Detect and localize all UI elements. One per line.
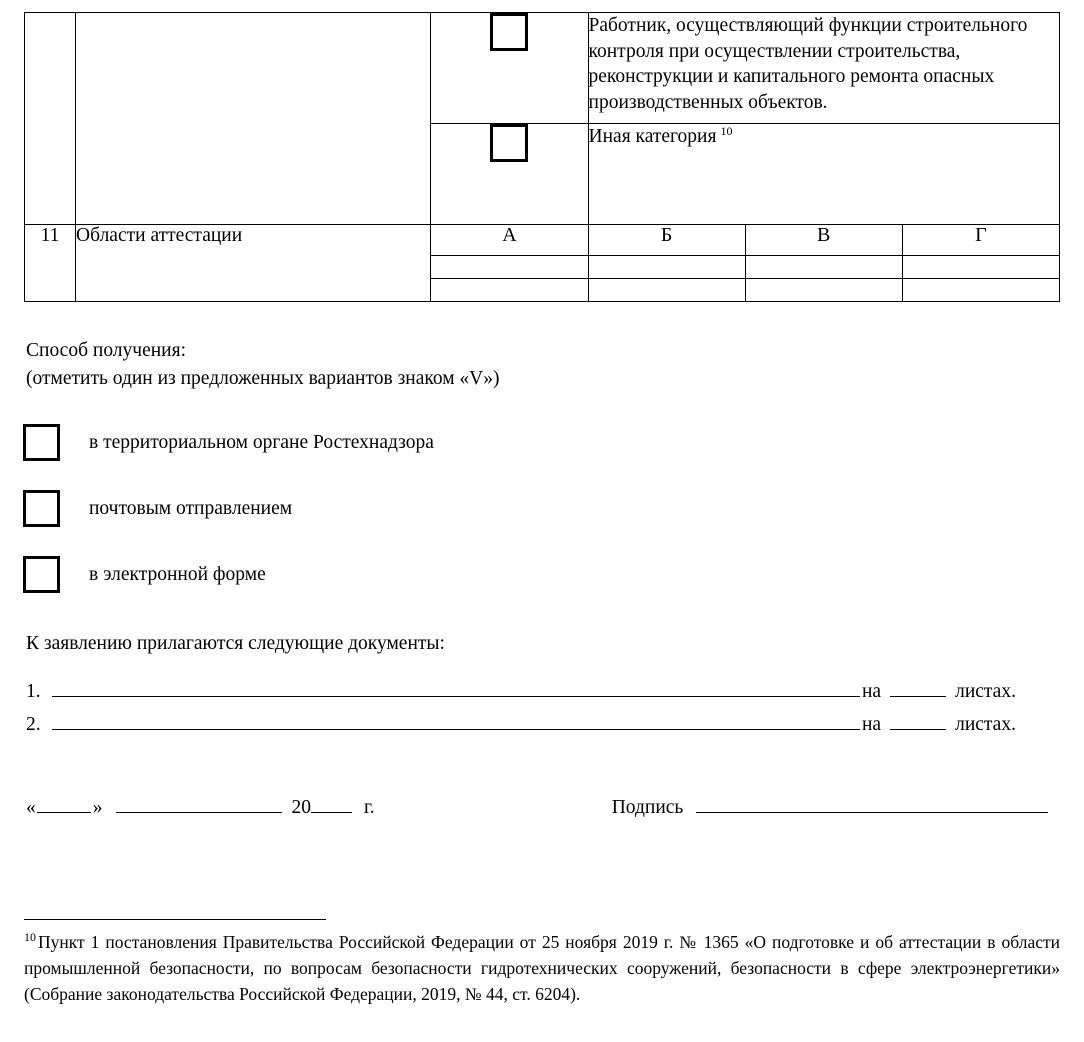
attachment-sheets-label-1: листах. (955, 681, 1016, 703)
signature-label: Подпись (611, 797, 684, 819)
date-year-prefix: 20 (291, 797, 311, 819)
date-day-input[interactable] (37, 792, 91, 813)
row-number-11: 11 (25, 225, 76, 302)
delivery-option-postal[interactable] (23, 490, 292, 527)
area-input-b-1[interactable] (588, 256, 745, 279)
delivery-option-label-postal: почтовым отправлением (89, 497, 293, 519)
delivery-method-instruction: (отметить один из предложенных вариантов знаком «V») (26, 367, 500, 389)
delivery-option-territorial-body[interactable] (23, 424, 434, 461)
area-column-header-g: Г (902, 225, 1059, 256)
checkbox-construction-control[interactable] (490, 13, 528, 51)
attachment-sheets-label-2: листах. (955, 714, 1016, 736)
area-input-v-1[interactable] (745, 256, 902, 279)
date-year-suffix: г. (364, 797, 375, 819)
delivery-option-label-territorial-body: в территориальном органе Ростехнадзора (89, 431, 434, 453)
area-input-b-2[interactable] (588, 279, 745, 302)
area-column-header-b: Б (588, 225, 745, 256)
signature-input[interactable] (696, 792, 1048, 813)
attachment-row-2 (26, 709, 1060, 736)
area-input-g-1[interactable] (902, 256, 1059, 279)
category-label-other (588, 124, 1059, 225)
delivery-option-electronic[interactable] (23, 556, 266, 593)
area-column-header-a: А (431, 225, 588, 256)
category-label-construction-control: Работник, осуществляющий функции строительного контроля при осуществлении строительства, реконструкции и капитального ремонта опасных производственных объектов. (588, 13, 1059, 124)
area-column-header-v: В (745, 225, 902, 256)
category-other-text: Иная категория (588, 126, 717, 147)
attachment-na-label-2: на (862, 714, 882, 736)
date-year-input[interactable] (311, 792, 352, 813)
area-input-a-2[interactable] (431, 279, 588, 302)
row-label-cell-empty (76, 13, 431, 225)
area-input-v-2[interactable] (745, 279, 902, 302)
attachment-pages-input-2[interactable] (890, 709, 946, 730)
table-row-areas-header (25, 225, 1060, 256)
attachment-row-1 (26, 676, 1060, 703)
area-input-g-2[interactable] (902, 279, 1059, 302)
footnote-body: Пункт 1 постановления Правительства Российской Федерации от 25 ноября 2019 г. № 1365 «О подготовке и об аттестации в области промышленной безопасности, по вопросам безопасности гидротехнических сооружений, безопасности в сфере электроэнергетики» (Собрание законодательства Российской Федерации, 2019, № 44, ст. 6204). (24, 932, 1060, 1004)
table-row-category-construction-control (25, 13, 1060, 124)
footnote-marker: 10 (24, 930, 36, 945)
footnote-separator (24, 919, 326, 920)
attachments-heading: К заявлению прилагаются следующие документы: (26, 633, 445, 654)
attachment-number-2: 2. (26, 714, 41, 736)
quote-open: « (26, 797, 36, 819)
checkbox-electronic[interactable] (23, 556, 60, 593)
area-input-a-1[interactable] (431, 256, 588, 279)
date-month-input[interactable] (116, 792, 282, 813)
attachment-document-input-2[interactable] (52, 709, 860, 730)
checkbox-other-category[interactable] (490, 124, 528, 162)
checkbox-cell-other-category[interactable] (431, 124, 588, 225)
attachment-number-1: 1. (26, 681, 41, 703)
row-label-areas: Области аттестации (76, 225, 431, 302)
footnote-text-block (24, 930, 1060, 1008)
delivery-method-title: Способ получения: (26, 340, 187, 361)
attachment-pages-input-1[interactable] (890, 676, 946, 697)
attachment-na-label-1: на (862, 681, 882, 703)
delivery-option-label-electronic: в электронной форме (89, 563, 266, 585)
footnote-marker-other-category: 10 (720, 123, 733, 138)
quote-close: » (92, 797, 103, 819)
date-and-signature-row (26, 792, 1060, 819)
delivery-method-heading (26, 337, 500, 392)
row-number-cell-empty (25, 13, 76, 225)
attachment-document-input-1[interactable] (52, 676, 860, 697)
attestation-form-table (24, 12, 1060, 302)
checkbox-cell-construction-control[interactable] (431, 13, 588, 124)
checkbox-territorial-body[interactable] (23, 424, 60, 461)
checkbox-postal[interactable] (23, 490, 60, 527)
